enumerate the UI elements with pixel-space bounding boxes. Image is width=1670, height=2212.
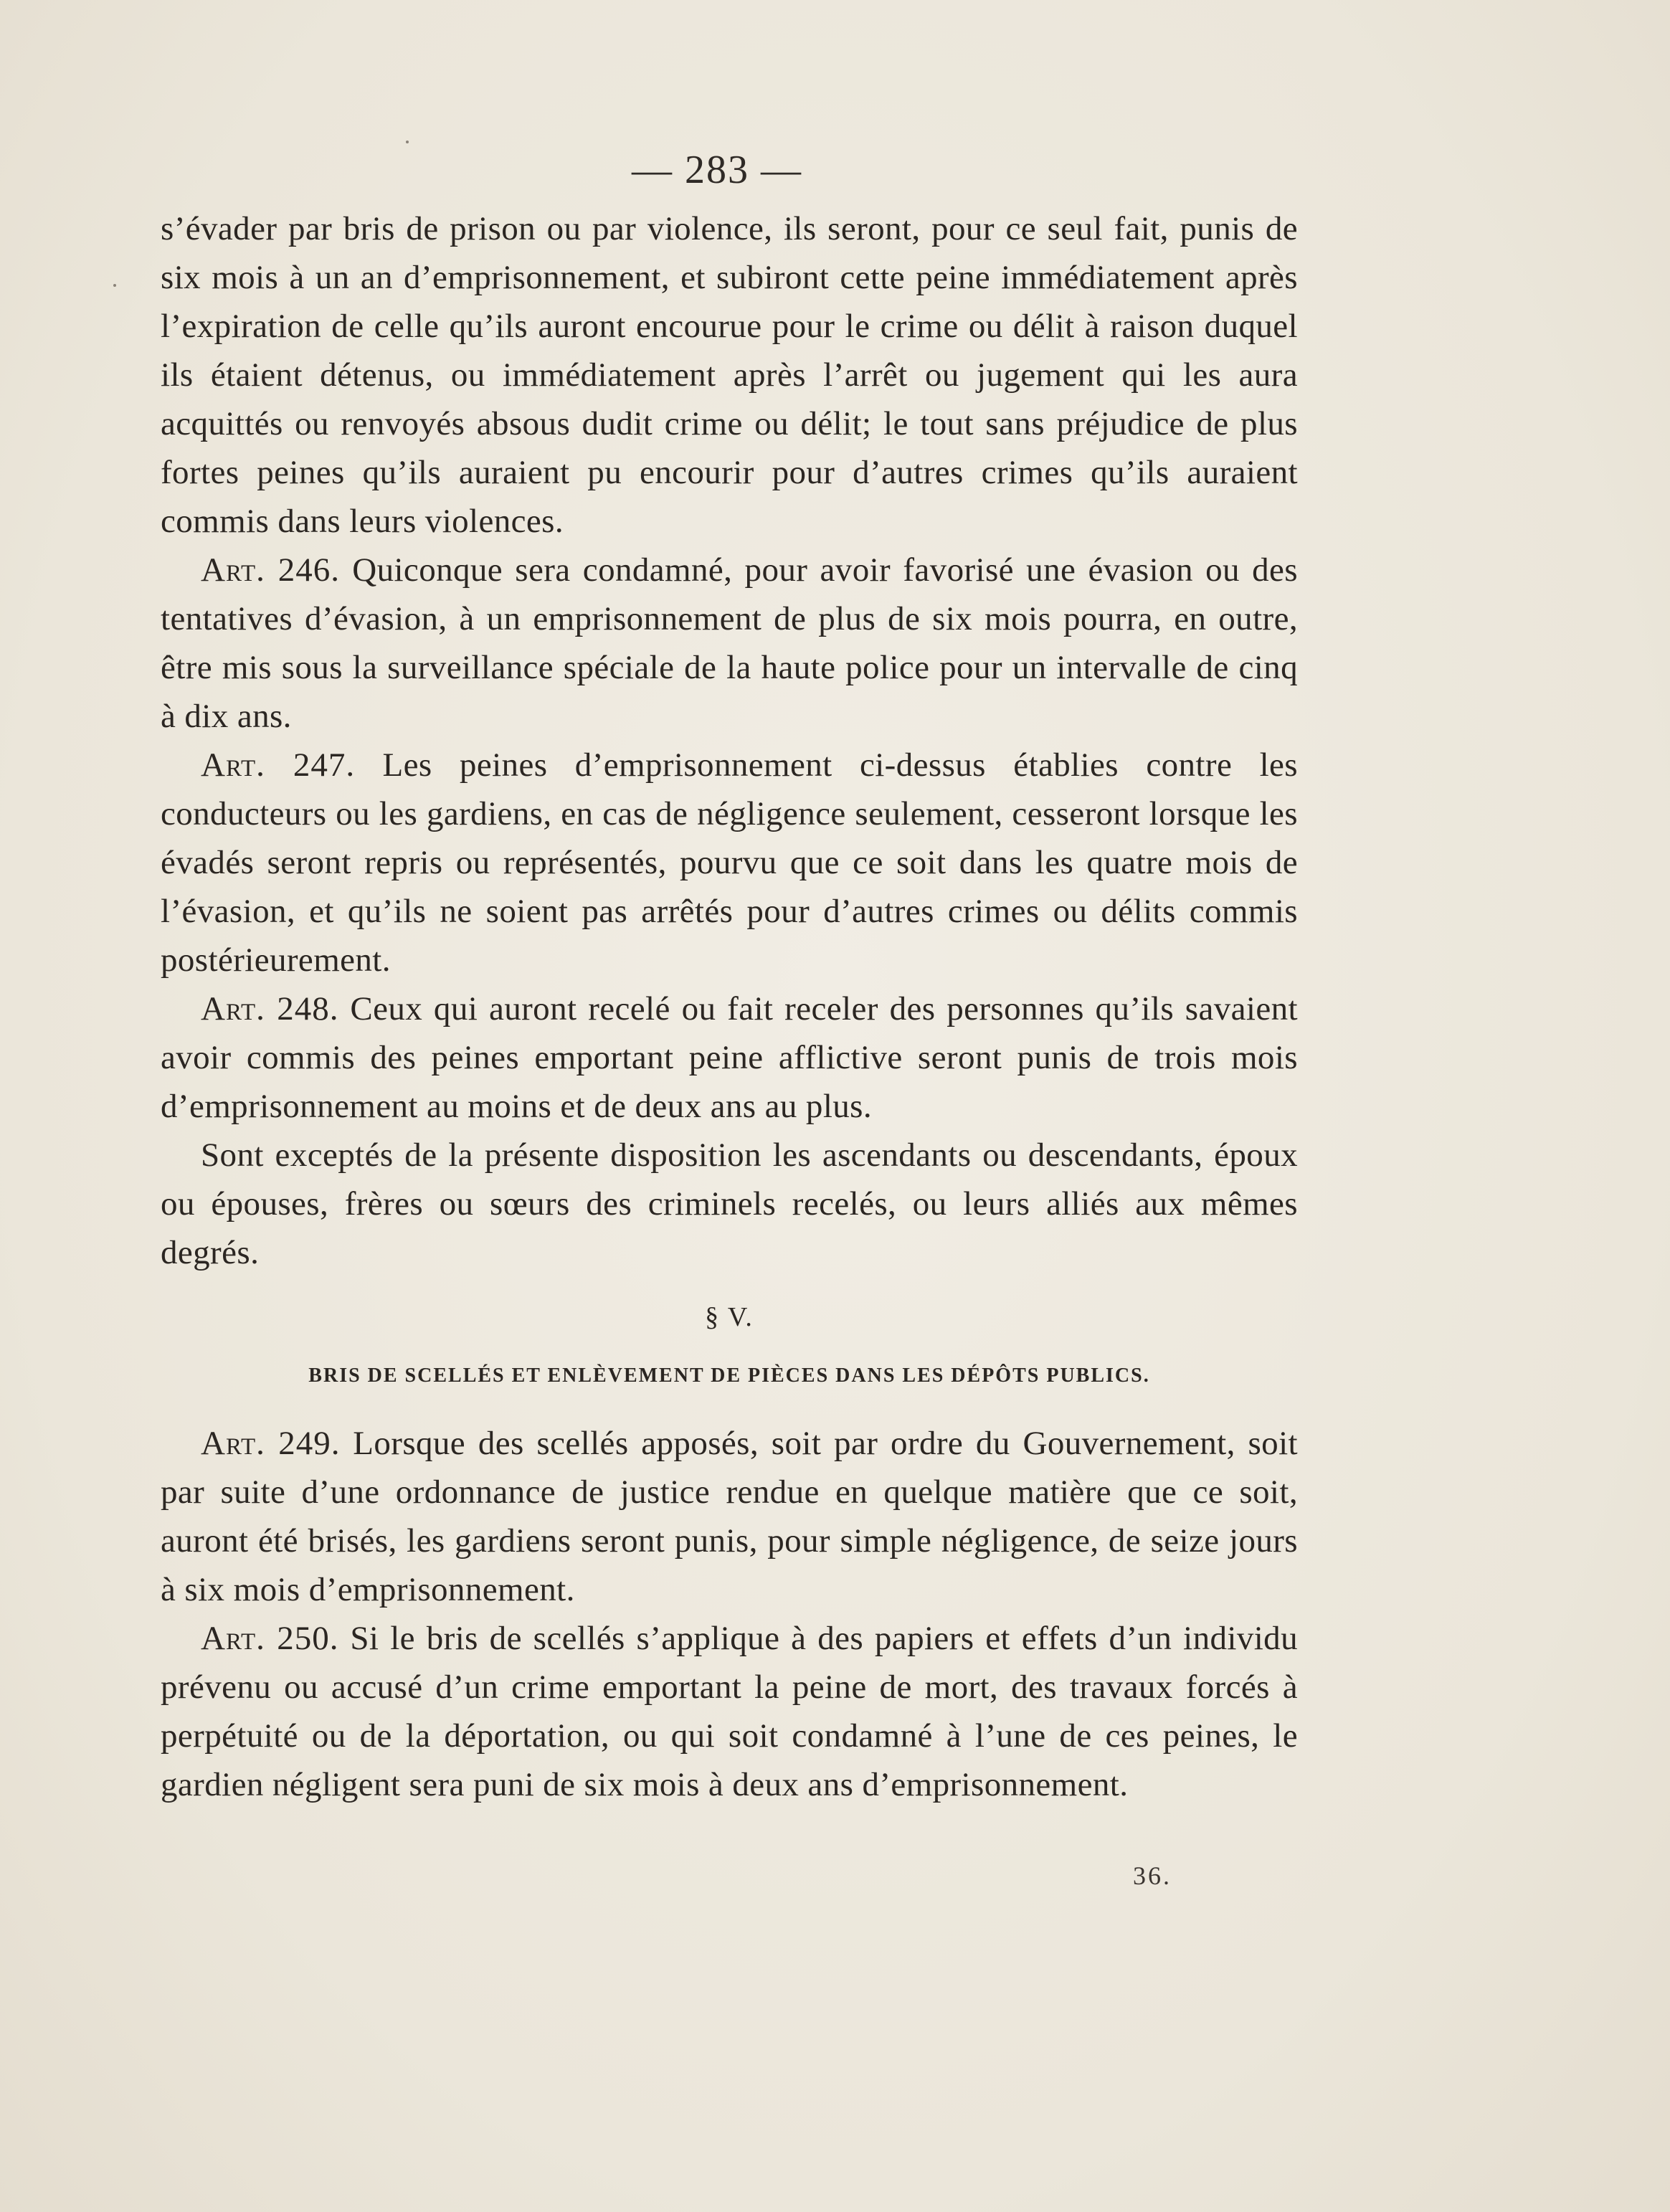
- article-label: Art. 248.: [201, 990, 339, 1027]
- article-246: [161, 546, 1298, 741]
- paper-speck: [406, 141, 409, 143]
- article-text: Si le bris de scellés s’applique à des papiers et effets d’un individu prévenu ou accusé d’un crime emportant la peine de mort, des travaux forcés à perpétuité ou de la déportation, ou qui soit condamné à l’une de ces peines, le gardien négligent sera puni de six mois à deux ans d’emprisonnement.: [161, 1620, 1298, 1803]
- article-label: Art. 249.: [201, 1425, 341, 1462]
- page-number-header: — 283 —: [632, 148, 802, 192]
- article-label: Art. 247.: [201, 746, 356, 784]
- continuation-paragraph: s’évader par bris de prison ou par violence, ils seront, pour ce seul fait, punis de six mois à un an d’emprisonnement, et subiront cette peine immédiatement après l’expiration de celle qu’ils auront encourue pour le crime ou délit à raison duquel ils étaient détenus, ou immédiatement après l’arrêt ou jugement qui les aura acquittés ou renvoyés absous dudit crime ou délit; le tout sans préjudice de plus fortes peines qu’ils auraient pu encourir pour d’autres crimes qu’ils auraient commis dans leurs violences.: [161, 210, 1298, 540]
- paper-speck: [113, 284, 116, 287]
- article-label: Art. 246.: [201, 551, 340, 589]
- article-248: [161, 984, 1298, 1131]
- section-heading-title: BRIS DE SCELLÉS ET ENLÈVEMENT DE PIÈCES DANS LES DÉPÔTS PUBLICS.: [308, 1364, 1150, 1387]
- article-248-exception: Sont exceptés de la présente disposition les ascendants ou descendants, époux ou épouses, frères ou sœurs des criminels recelés, ou leurs alliés aux mêmes degrés.: [161, 1136, 1298, 1271]
- article-247: [161, 741, 1298, 984]
- article-text: Les peines d’emprisonnement ci-dessus établies contre les conducteurs ou les gardiens, en cas de négligence seulement, cesseront lorsque les évadés seront repris ou représentés, pourvu que ce soit dans les quatre mois de l’évasion, et qu’ils ne soient pas arrêtés pour d’autres crimes ou délits commis postérieurement.: [161, 746, 1298, 979]
- article-249: [161, 1419, 1298, 1614]
- article-text: Quiconque sera condamné, pour avoir favorisé une évasion ou des tentatives d’évasion, à un emprisonnement de plus de six mois pourra, en outre, être mis sous la surveillance spéciale de la haute police pour un intervalle de cinq à dix ans.: [161, 551, 1298, 735]
- signature-mark: 36.: [1133, 1861, 1172, 1890]
- section-heading-number: § V.: [705, 1302, 754, 1332]
- article-text: Ceux qui auront recelé ou fait receler des personnes qu’ils savaient avoir commis des peines emportant peine afflictive seront punis de trois mois d’emprisonnement au moins et de deux ans au plus.: [161, 990, 1298, 1125]
- article-text: Lorsque des scellés apposés, soit par ordre du Gouvernement, soit par suite d’une ordonnance de justice rendue en quelque matière que ce soit, auront été brisés, les gardiens seront punis, pour simple négligence, de seize jours à six mois d’emprisonnement.: [161, 1425, 1298, 1608]
- page-body: [161, 204, 1298, 1809]
- article-250: [161, 1614, 1298, 1809]
- article-label: Art. 250.: [201, 1620, 339, 1657]
